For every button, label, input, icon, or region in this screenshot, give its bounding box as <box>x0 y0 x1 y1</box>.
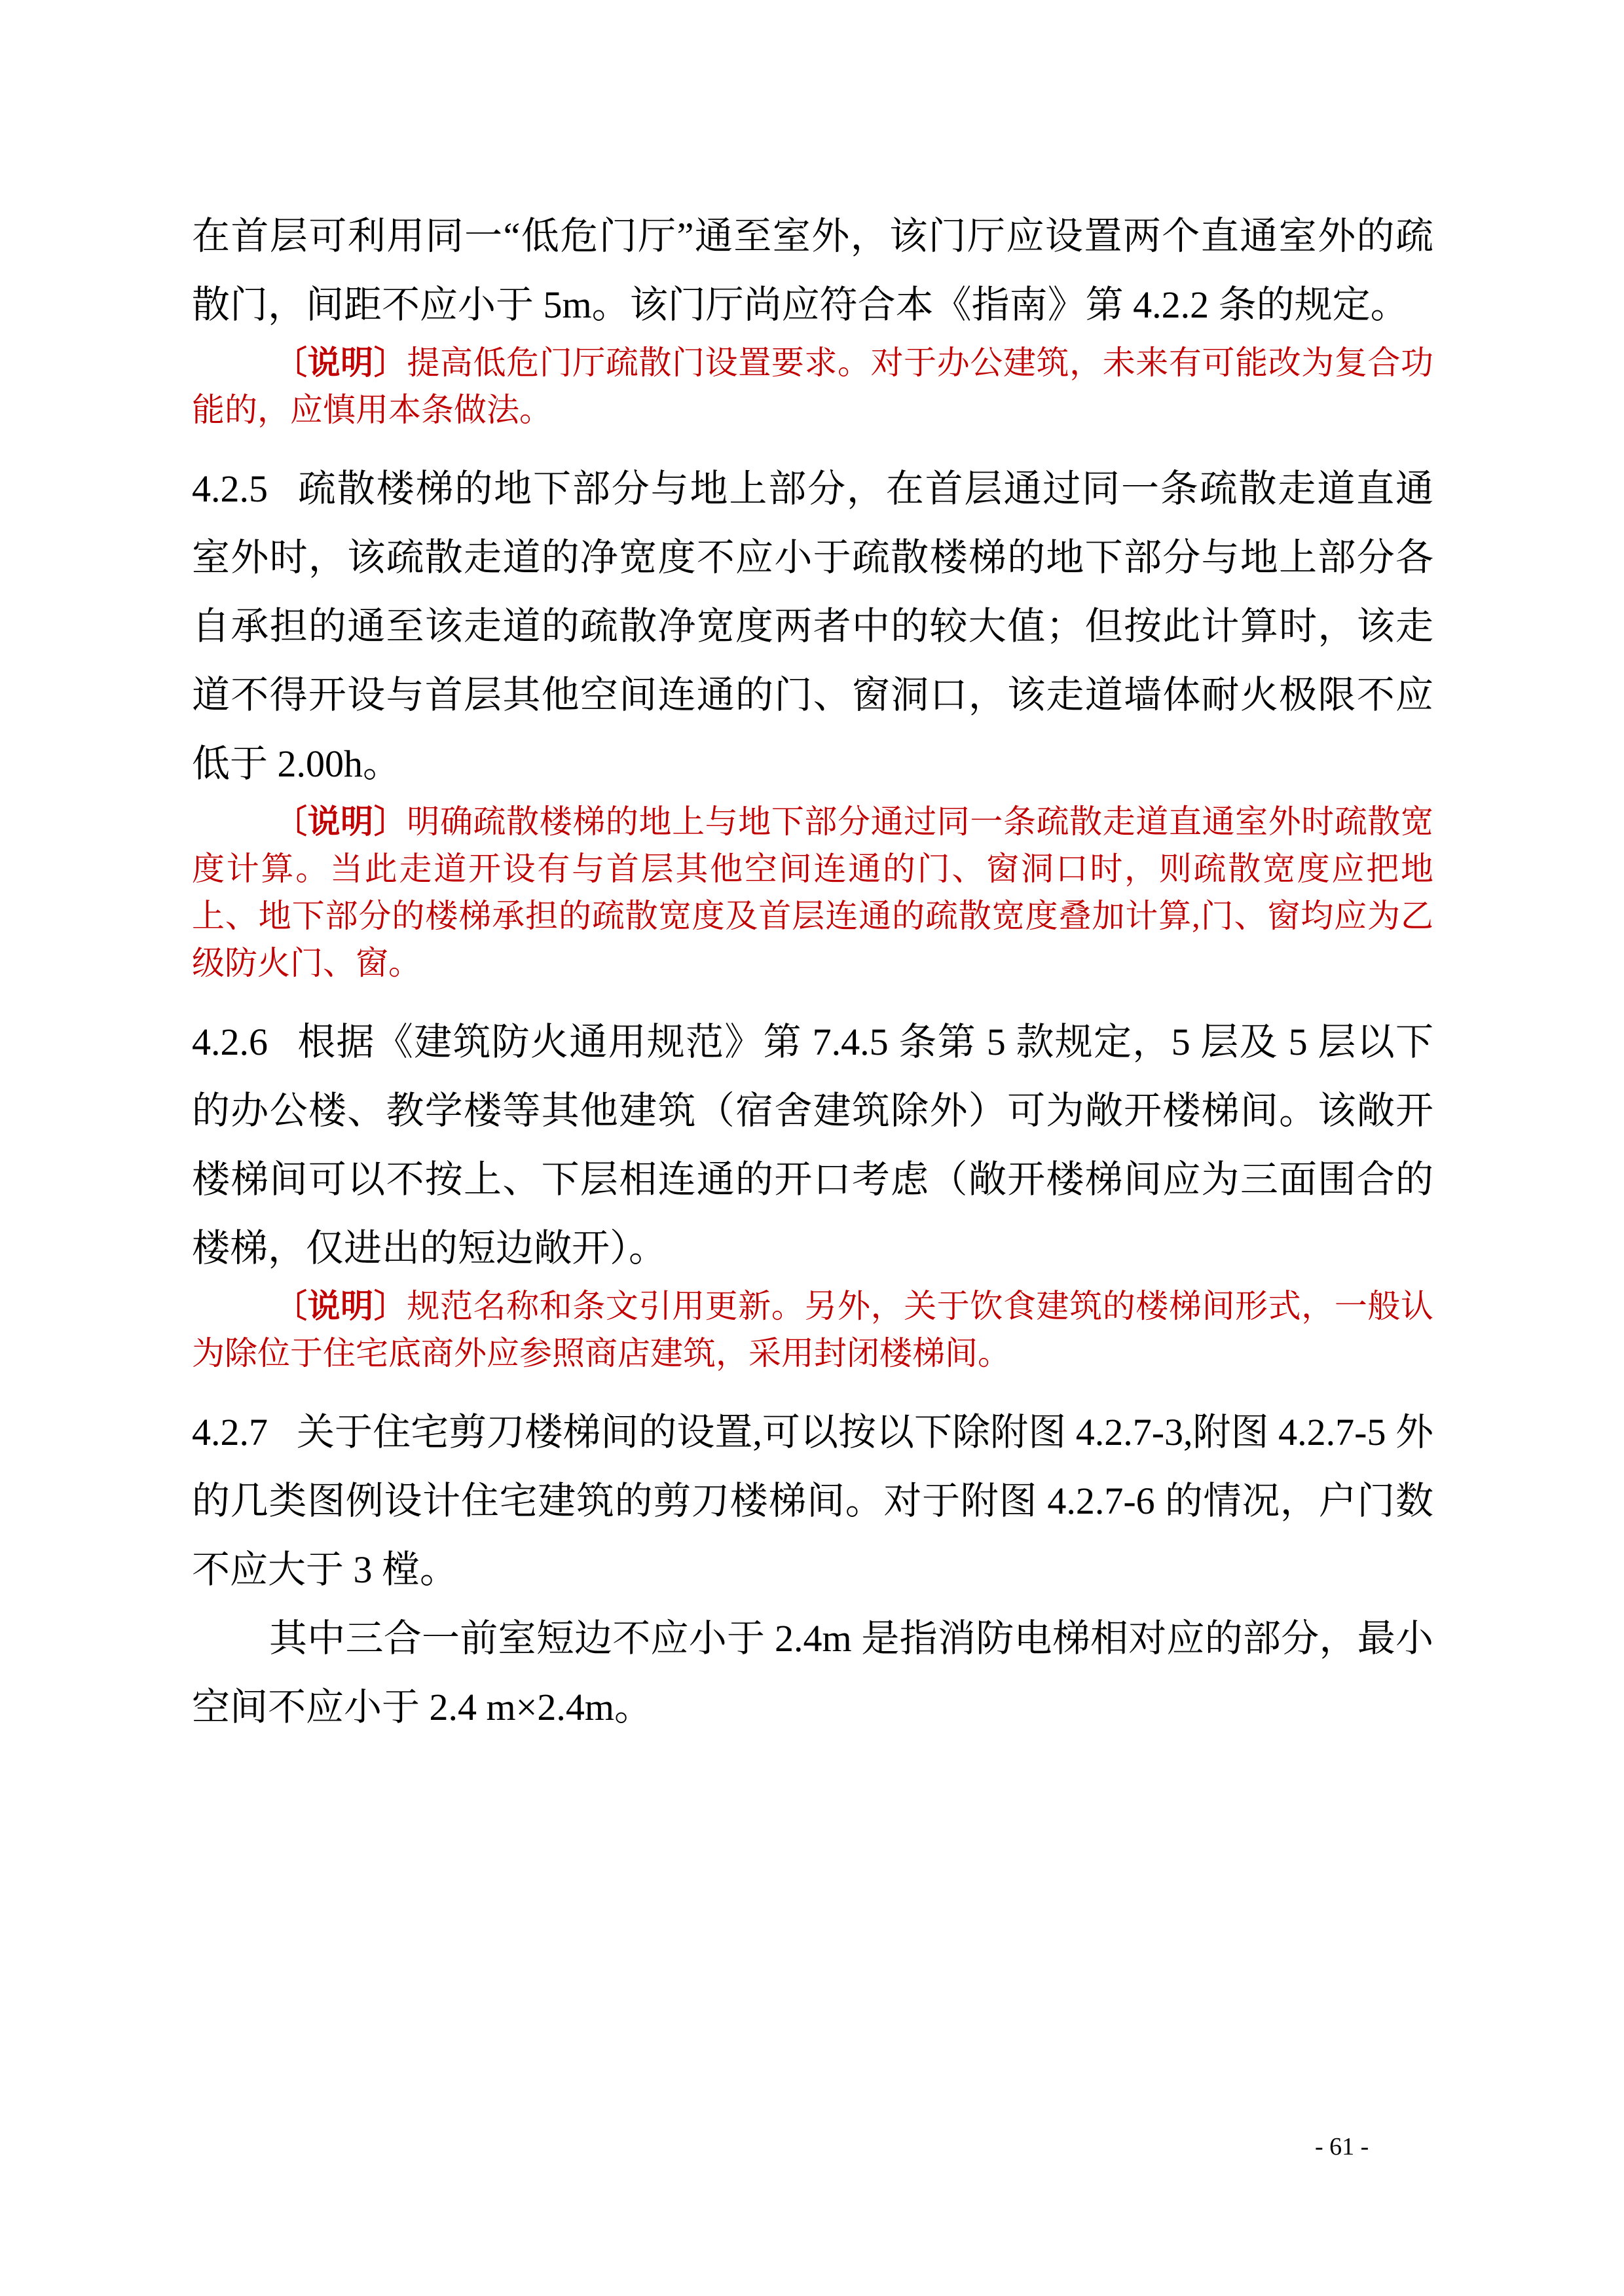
section-text: 疏散楼梯的地下部分与地上部分，在首层通过同一条疏散走道直通室外时，该疏散走道的净宽度不应小于疏散楼梯的地下部分与地上部分各自承担的通至该走道的疏散净宽度两者中的较大值；但按此计算时，该走道不得开设与首层其他空间连通的门、窗洞口，该走道墙体耐火极限不应低于 2.00h。 <box>192 467 1433 785</box>
section-4-2-6 <box>192 1008 1433 1283</box>
section-number: 4.2.6 <box>192 1021 268 1063</box>
note-text: 提高低危门厅疏散门设置要求。对于办公建筑，未来有可能改为复合功能的，应慎用本条做法。 <box>192 344 1434 428</box>
note-paragraph-3 <box>192 1283 1433 1377</box>
note-label: 〔说明〕 <box>274 344 407 381</box>
note-text: 规范名称和条文引用更新。另外，关于饮食建筑的楼梯间形式，一般认为除位于住宅底商外应参照商店建筑，采用封闭楼梯间。 <box>192 1288 1434 1372</box>
section-text: 根据《建筑防火通用规范》第 7.4.5 条第 5 款规定，5 层及 5 层以下的办公楼、教学楼等其他建筑（宿舍建筑除外）可为敞开楼梯间。该敞开楼梯间可以不按上、下层相连通的开口考虑（敞开楼梯间应为三面围合的楼梯，仅进出的短边敞开）。 <box>192 1021 1433 1269</box>
note-text: 明确疏散楼梯的地上与地下部分通过同一条疏散走道直通室外时疏散宽度计算。当此走道开设有与首层其他空间连通的门、窗洞口时，则疏散宽度应把地上、地下部分的楼梯承担的疏散宽度及首层连通的疏散宽度叠加计算,门、窗均应为乙级防火门、窗。 <box>192 803 1434 981</box>
section-4-2-7 <box>192 1398 1433 1604</box>
note-label: 〔说明〕 <box>274 1288 407 1324</box>
page-number: - 61 - <box>1315 2133 1369 2160</box>
section-number: 4.2.5 <box>192 467 268 510</box>
section-number: 4.2.7 <box>192 1411 268 1453</box>
note-label: 〔说明〕 <box>274 803 407 840</box>
section-4-2-5 <box>192 454 1433 798</box>
section-text: 关于住宅剪刀楼梯间的设置,可以按以下除附图 4.2.7-3,附图 4.2.7-5 外的几类图例设计住宅建筑的剪刀楼梯间。对于附图 4.2.7-6 的情况，户门数不应大于 3 樘。 <box>192 1411 1433 1591</box>
paragraph-continuation: 在首层可利用同一“低危门厅”通至室外，该门厅应设置两个直通室外的疏散门，间距不应小于 5m。该门厅尚应符合本《指南》第 4.2.2 条的规定。 <box>192 215 1433 326</box>
note-paragraph-1 <box>192 339 1433 433</box>
page-content <box>192 202 1433 1741</box>
paragraph-indented: 其中三合一前室短边不应小于 2.4m 是指消防电梯相对应的部分，最小空间不应小于 2.4 m×2.4m。 <box>192 1617 1433 1728</box>
note-paragraph-2 <box>192 798 1433 987</box>
